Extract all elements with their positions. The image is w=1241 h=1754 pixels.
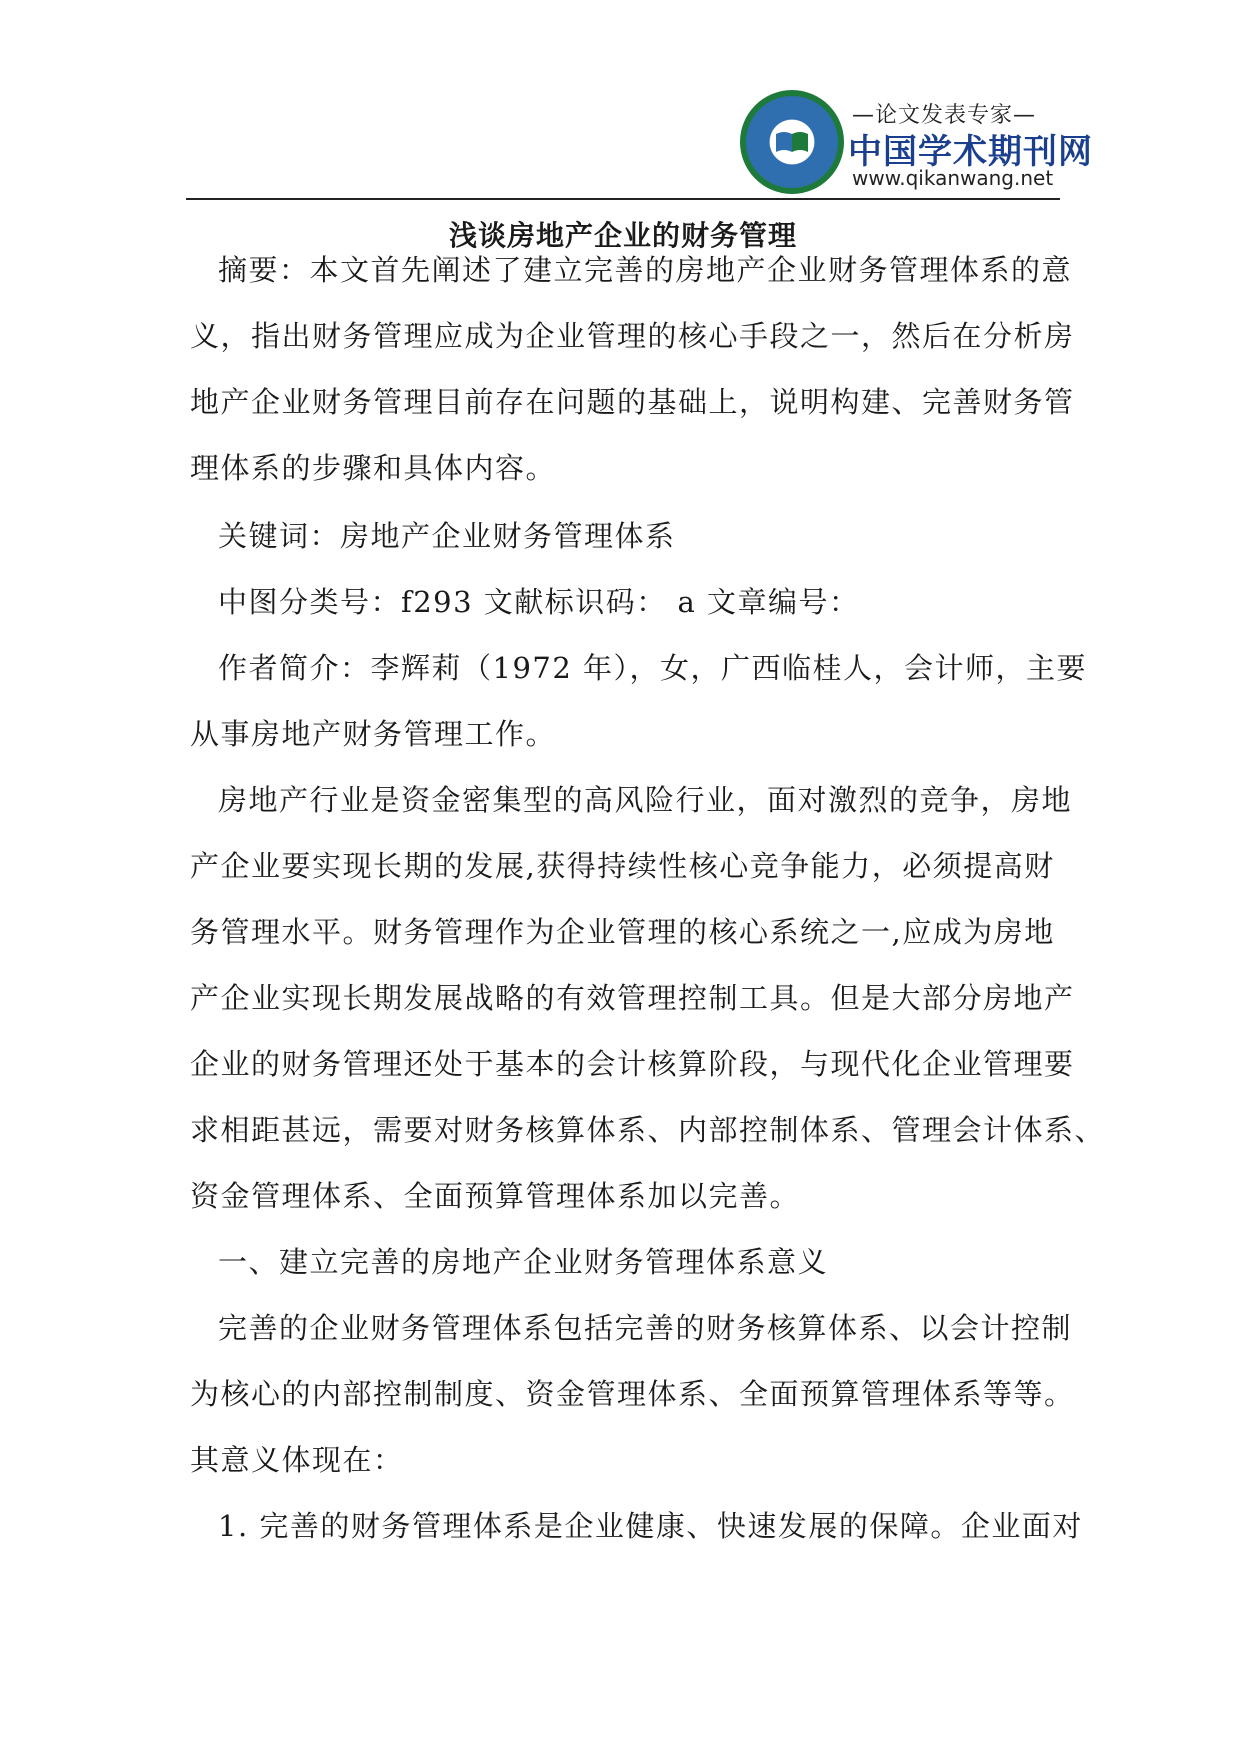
list-item-paragraph: [190, 1493, 1083, 1559]
text-line: 摘要：本文首先阐述了建立完善的房地产企业财务管理体系的意: [218, 253, 1073, 287]
classification-paragraph: [190, 569, 1044, 635]
text-line: 一、建立完善的房地产企业财务管理体系意义: [218, 1245, 829, 1279]
text-line: 地产企业财务管理目前存在问题的基础上，说明构建、完善财务管: [190, 385, 1075, 419]
header-divider: [186, 198, 1060, 200]
keywords-paragraph: [190, 503, 1044, 569]
text-line: 作者简介：李辉莉（1972 年），女，广西临桂人，会计师，主要: [218, 651, 1088, 685]
text-line: 从事房地产财务管理工作。: [190, 717, 557, 751]
intro-paragraph: [190, 767, 1106, 1229]
text-line: 房地产行业是资金密集型的高风险行业，面对激烈的竞争，房地: [218, 783, 1073, 817]
text-line: 资金管理体系、全面预算管理体系加以完善。: [190, 1179, 801, 1213]
section-heading: [190, 1229, 1044, 1295]
text-line: 中图分类号：f293 文献标识码： a 文章编号：: [218, 585, 860, 619]
text-line: 务管理水平。财务管理作为企业管理的核心系统之一,应成为房地: [190, 915, 1055, 949]
text-line: 为核心的内部控制制度、资金管理体系、全面预算管理体系等等。: [190, 1377, 1075, 1411]
publisher-logo: [740, 86, 1093, 198]
text-line: 其意义体现在：: [190, 1443, 404, 1477]
seal-icon: [740, 90, 844, 194]
logo-tagline: —论文发表专家—: [852, 103, 1037, 128]
logo-title: 中国学术期刊网: [848, 132, 1093, 172]
text-line: 关键词：房地产企业财务管理体系: [218, 519, 676, 553]
abstract-paragraph: [190, 237, 1075, 501]
document-title: 浅谈房地产企业的财务管理: [448, 219, 797, 252]
text-line: 义，指出财务管理应成为企业管理的核心手段之一，然后在分析房: [190, 319, 1075, 353]
text-line: 1. 完善的财务管理体系是企业健康、快速发展的保障。企业面对: [218, 1509, 1083, 1543]
text-line: 企业的财务管理还处于基本的会计核算阶段，与现代化企业管理要: [190, 1047, 1075, 1081]
text-line: 理体系的步骤和具体内容。: [190, 451, 557, 485]
author-paragraph: [190, 635, 1088, 767]
text-line: 产企业实现长期发展战略的有效管理控制工具。但是大部分房地产: [190, 981, 1075, 1015]
book-icon: [774, 130, 810, 154]
logo-url: www.qikanwang.net: [852, 166, 1054, 190]
text-line: 求相距甚远，需要对财务核算体系、内部控制体系、管理会计体系、: [190, 1113, 1106, 1147]
text-line: 产企业要实现长期的发展,获得持续性核心竞争能力，必须提高财: [190, 849, 1055, 883]
text-line: 完善的企业财务管理体系包括完善的财务核算体系、以会计控制: [218, 1311, 1073, 1345]
significance-paragraph: [190, 1295, 1075, 1493]
